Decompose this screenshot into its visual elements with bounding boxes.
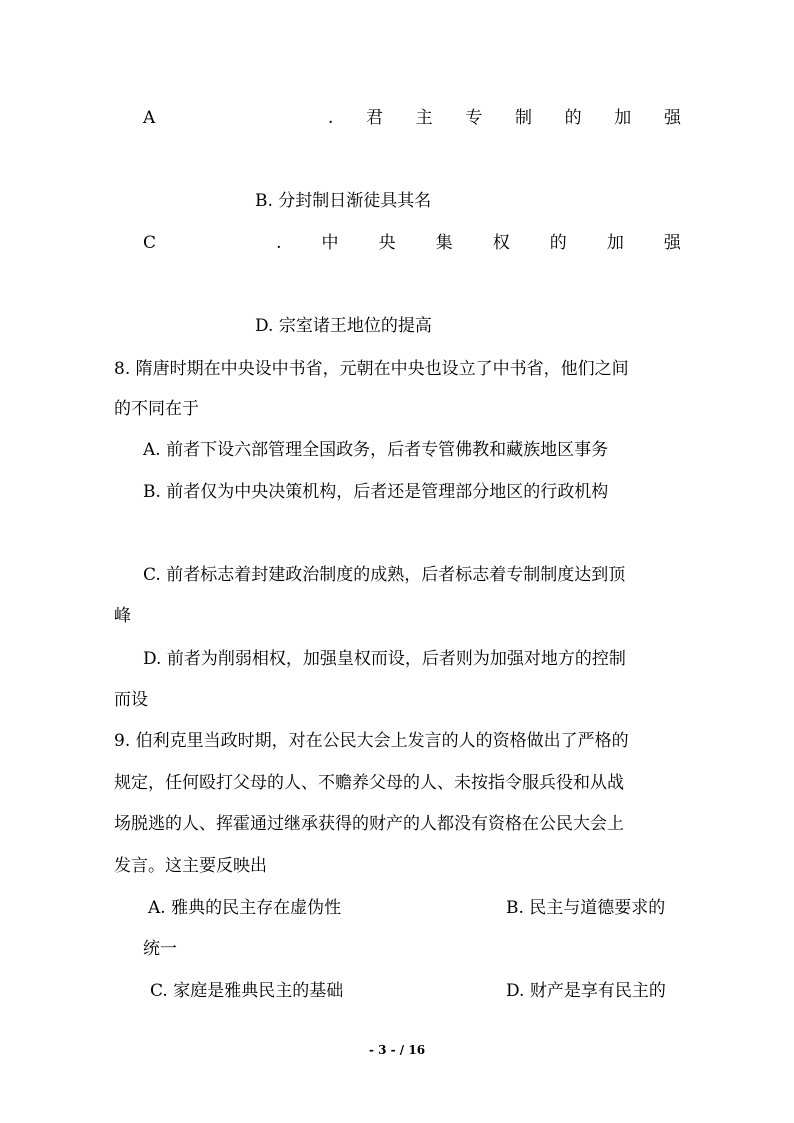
option-c-char: 中 [321,233,339,253]
q9-option-c: C. 家庭是雅典民主的基础 [150,981,344,1001]
q8-stem-line1: 8. 隋唐时期在中央设中书省，元朝在中央也设立了中书省，他们之间 [114,359,629,379]
q9-stem-line2: 规定，任何殴打父母的人、不赡养父母的人、未按指令服兵役和从战 [114,773,624,793]
option-a-char: 加 [614,108,632,128]
q8-option-c-line2: 峰 [114,606,131,626]
q8-option-a: A. 前者下设六部管理全国政务，后者专管佛教和藏族地区事务 [143,440,609,460]
option-a-char: 主 [415,108,433,128]
option-c-char: 的 [549,233,567,253]
option-a-dot: . [327,108,334,128]
option-a-char: 君 [366,108,383,128]
option-c-char: 强 [663,233,681,253]
option-c-char: 权 [492,233,510,253]
option-c-prev [143,235,681,252]
q9-option-b-line1: B. 民主与道德要求的 [506,898,666,918]
q9-option-d-line1: D. 财产是享有民主的 [506,981,666,1001]
option-a-letter: A [143,108,156,128]
q8-option-b: B. 前者仅为中央决策机构，后者还是管理部分地区的行政机构 [143,482,609,502]
q9-stem-line3: 场脱逃的人、挥霍通过继承获得的财产的人都没有资格在公民大会上 [114,814,624,834]
option-c-letter: C [143,233,157,253]
option-c-char: 集 [435,233,453,253]
q9-option-b-line2: 统一 [143,939,177,959]
q8-option-d-line2: 而设 [114,690,148,710]
option-a-char: 的 [564,108,582,128]
option-c-char: 加 [606,233,624,253]
option-c-char: 央 [378,233,396,253]
option-b-prev: B. 分封制日渐徒具其名 [255,191,432,211]
q9-stem-line1: 9. 伯利克里当政时期，对在公民大会上发言的人的资格做出了严格的 [114,731,629,751]
option-d-prev: D. 宗室诸王地位的提高 [255,316,432,336]
q9-option-a: A. 雅典的民主存在虚伪性 [148,898,342,918]
option-a-prev [143,110,681,127]
option-c-dot: . [276,233,282,253]
q8-stem-line2: 的不同在于 [114,399,199,419]
page-number: - 3 - / 16 [368,1043,426,1057]
option-a-char: 专 [465,108,483,128]
q8-option-c-line1: C. 前者标志着封建政治制度的成熟，后者标志着专制制度达到顶 [143,565,626,585]
option-a-char: 制 [514,108,532,128]
option-a-char: 强 [663,108,681,128]
q9-stem-line4: 发言。这主要反映出 [114,856,267,876]
q8-option-d-line1: D. 前者为削弱相权，加强皇权而设，后者则为加强对地方的控制 [143,649,626,669]
